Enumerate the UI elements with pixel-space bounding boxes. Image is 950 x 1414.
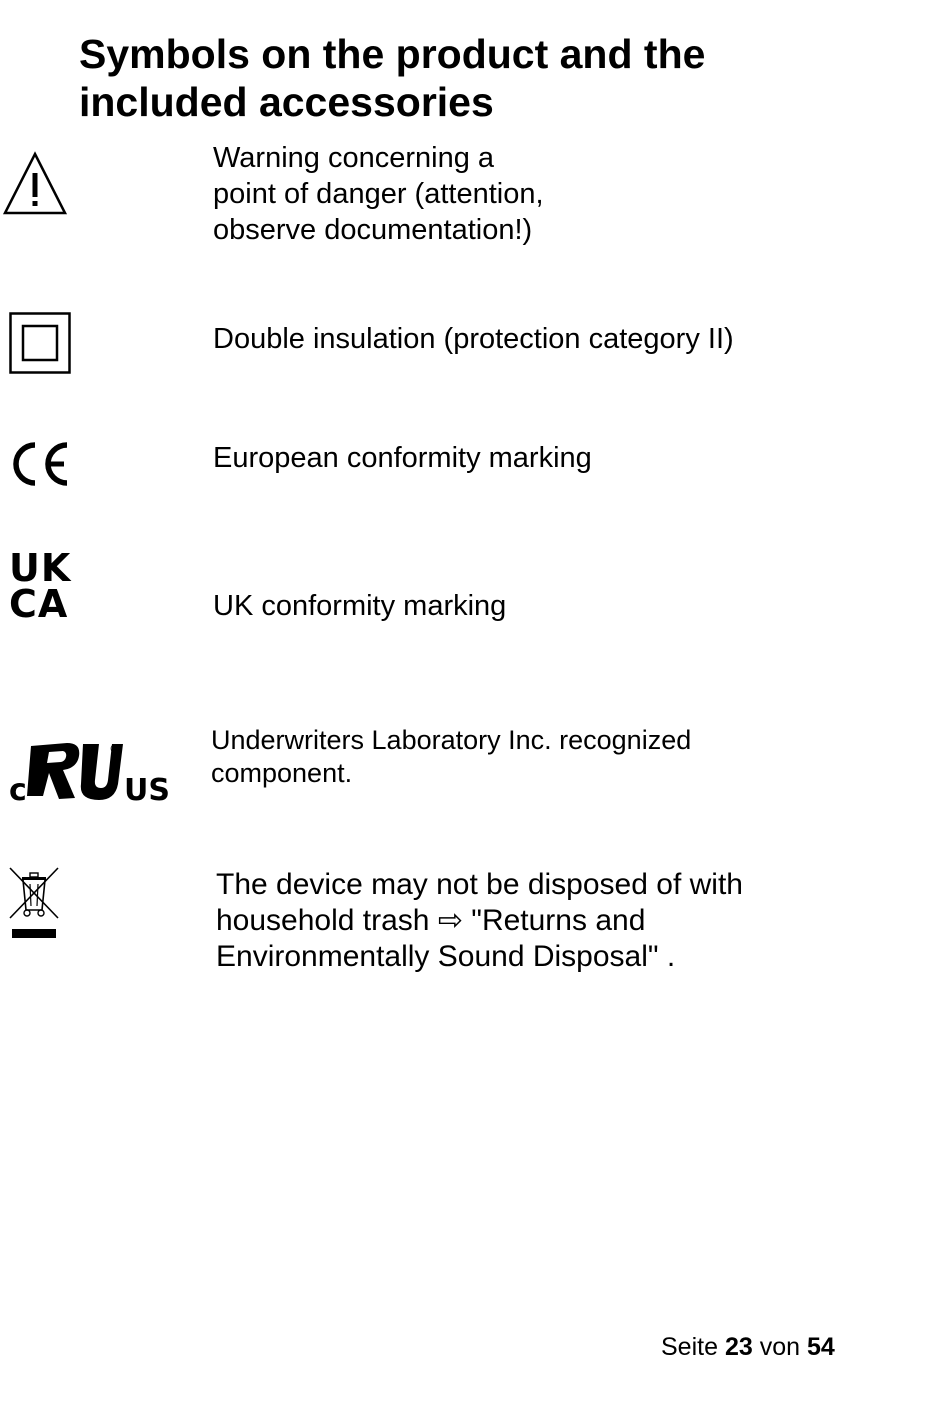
page-title-line-1: Symbols on the product and the [79,31,706,77]
ul-mark-us: US [124,773,170,808]
page-number-current: 23 [724,1333,753,1361]
warning-triangle-icon [3,151,67,215]
page-title [79,30,879,126]
page-title-line-2: included accessories [79,79,494,125]
ukca-text-ca: CA [9,582,69,626]
weee-crossed-bin-icon [8,866,62,942]
weee-description-line-1: The device may not be disposed of with [216,868,743,901]
double-insulation-description [213,321,734,357]
warning-description [213,140,544,248]
page-number-prefix: Seite [661,1333,718,1361]
ukca-description-line-1: UK conformity marking [213,590,507,622]
weee-description-line-3: Environmentally Sound Disposal" . [216,940,676,973]
ce-description [213,440,592,476]
ce-description-line-1: European conformity marking [213,442,592,474]
page-number-separator: von [759,1333,801,1361]
warning-description-line-2: point of danger (attention, [213,178,544,210]
page-number-total: 54 [806,1333,835,1361]
weee-description [216,867,743,975]
ul-description-line-2: component. [211,758,353,788]
ukca-text-uk: UK [9,546,72,590]
ukca-description [213,588,506,624]
ce-mark-icon [9,441,71,487]
ukca-mark-icon [9,546,79,626]
weee-description-line-2: household trash ⇨ "Returns and [216,904,646,937]
ul-mark-c: c [9,773,27,808]
ul-description [211,724,691,790]
warning-description-line-3: observe documentation!) [213,214,533,246]
double-insulation-description-line-1: Double insulation (protection category II) [213,323,734,355]
double-insulation-icon [9,312,71,374]
ul-recognized-icon [9,738,170,808]
ul-description-line-1: Underwriters Laboratory Inc. recognized [211,725,692,755]
ul-mark-registered: ® [109,742,121,756]
page-number [661,1332,835,1362]
warning-description-line-1: Warning concerning a [213,142,495,174]
